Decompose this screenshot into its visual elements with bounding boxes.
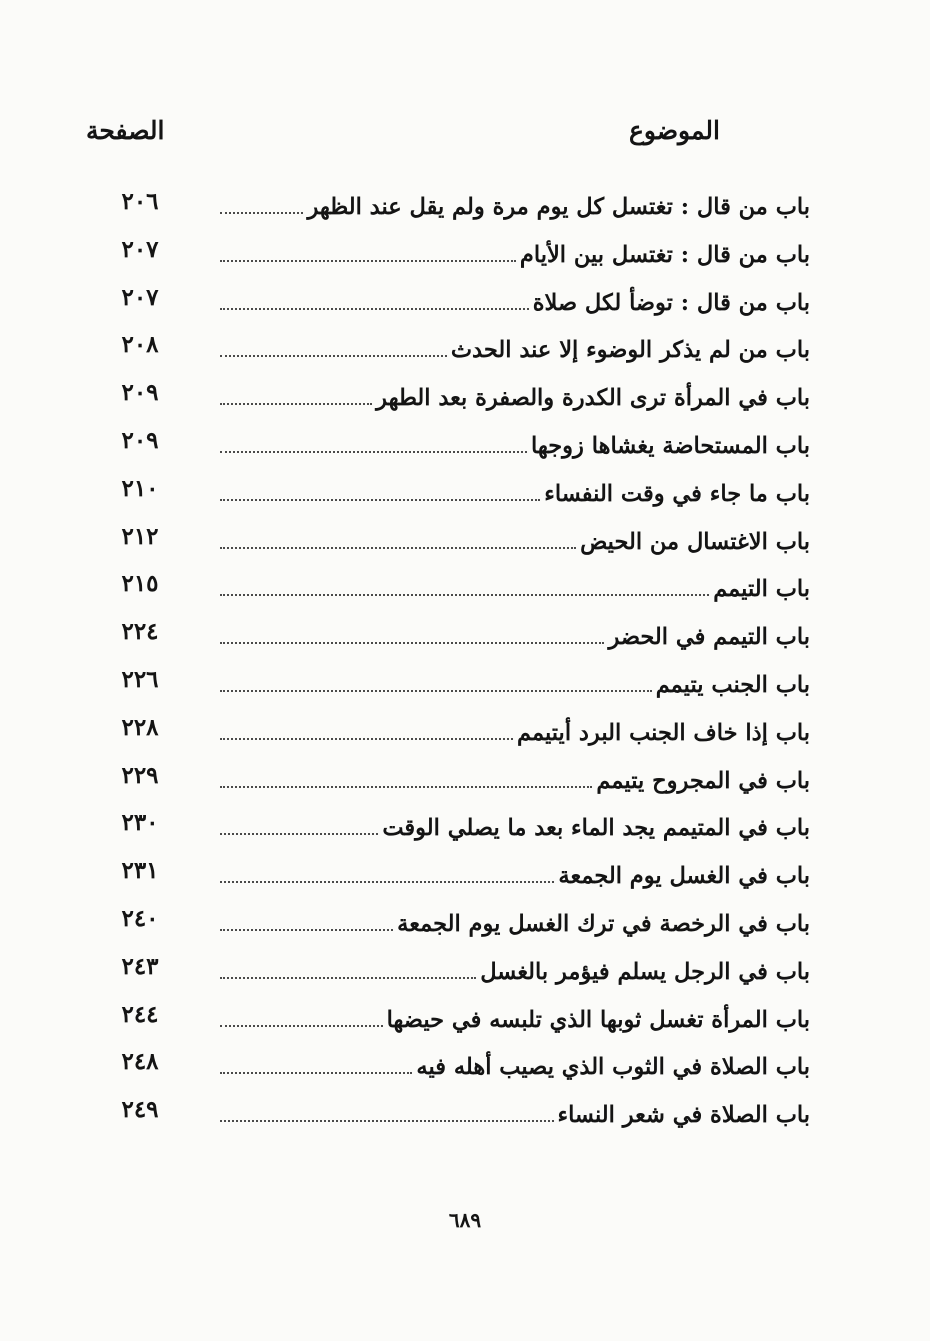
toc-entry-title: باب الجنب يتيمم (655, 671, 810, 698)
toc-entry-body (220, 849, 810, 893)
dot-leader (220, 451, 527, 453)
toc-entry-page: ٢٢٤ (121, 618, 159, 646)
toc-entry-body (220, 562, 810, 606)
toc-entry-body (220, 1040, 810, 1084)
toc-entry-page: ٢٤٣ (121, 952, 159, 980)
toc-entry-body (220, 180, 810, 224)
toc-entry-title: باب في الرجل يسلم فيؤمر بالغسل (480, 958, 810, 985)
toc-entry (0, 610, 930, 658)
toc-entry (0, 371, 930, 419)
toc-entry (0, 801, 930, 849)
dot-leader (220, 738, 513, 740)
toc-entry-body (220, 945, 810, 989)
toc-entry-title: باب إذا خاف الجنب البرد أيتيمم (517, 719, 810, 746)
toc-entry (0, 658, 930, 706)
toc-entry (0, 897, 930, 945)
toc-entry-body (220, 467, 810, 511)
toc-entry (0, 515, 930, 563)
toc-entry-page: ٢١٥ (121, 570, 159, 598)
dot-leader (220, 786, 592, 788)
toc-entry-title: باب من قال : تغتسل كل يوم مرة ولم يقل عند الظهر (307, 194, 810, 220)
toc-entry-body (220, 993, 810, 1037)
dot-leader (220, 881, 554, 883)
dot-leader (220, 212, 303, 214)
toc-entry (0, 276, 930, 324)
toc-entry-page: ٢٤٠ (121, 904, 159, 932)
dot-leader (220, 547, 576, 549)
header-topic-label: الموضوع (629, 116, 720, 145)
toc-entry-page: ٢١٠ (121, 474, 159, 502)
toc-entry (0, 706, 930, 754)
page-number: ٦٨٩ (448, 1208, 482, 1232)
toc-entry-body (220, 515, 810, 559)
toc-entry-page: ٢٠٦ (121, 188, 159, 215)
toc-entry-body (220, 706, 810, 750)
toc-entry-page: ٢٠٩ (121, 379, 159, 407)
toc-entry-body (220, 419, 810, 463)
toc-entry-body (220, 371, 810, 415)
toc-entry-title: باب التيمم (713, 576, 810, 603)
dot-leader (220, 833, 378, 835)
toc-entry-title: باب التيمم في الحضر (608, 624, 810, 651)
toc-entry-body (220, 897, 810, 941)
toc-entry (0, 419, 930, 467)
toc-entry-page: ٢٢٨ (121, 713, 159, 741)
toc-entry-page: ٢٢٩ (121, 761, 159, 789)
toc-entry-body (220, 323, 810, 367)
toc-entry (0, 849, 930, 897)
dot-leader (220, 594, 709, 596)
dot-leader (220, 499, 540, 501)
toc-entry-page: ٢٣٠ (121, 809, 159, 837)
dot-leader (220, 929, 393, 931)
toc-entry-body (220, 801, 810, 845)
toc-entry-body (220, 658, 810, 702)
toc-entry (0, 1088, 930, 1136)
toc-entry-body (220, 754, 810, 798)
dot-leader (220, 1025, 383, 1027)
toc-entry (0, 562, 930, 610)
header-page-label: الصفحة (86, 116, 165, 145)
dot-leader (220, 642, 604, 644)
toc-entry (0, 945, 930, 993)
toc-entry-page: ٢٣١ (121, 857, 159, 885)
dot-leader (220, 355, 447, 357)
toc-entry-page: ٢٢٦ (121, 665, 159, 693)
dot-leader (220, 403, 372, 405)
toc-entry-page: ٢١٢ (121, 522, 159, 550)
toc-entry-title: باب ما جاء في وقت النفساء (544, 480, 810, 507)
toc-entry-body (220, 610, 810, 654)
toc-entry-page: ٢٠٩ (121, 426, 159, 454)
toc-entry (0, 1040, 930, 1088)
toc-entry (0, 754, 930, 802)
toc-entry-page: ٢٤٨ (121, 1048, 159, 1076)
toc-entry-page: ٢٤٩ (121, 1096, 159, 1124)
toc-entry-title: باب في المتيمم يجد الماء بعد ما يصلي الوقت (382, 815, 810, 842)
dot-leader (220, 308, 529, 310)
toc-entry-title: باب في المرأة ترى الكدرة والصفرة بعد الطهر (376, 385, 810, 412)
toc-entry-title: باب الصلاة في شعر النساء (557, 1102, 810, 1129)
toc-entry-page: ٢٤٤ (121, 1000, 159, 1028)
toc-entry-title: باب المرأة تغسل ثوبها الذي تلبسه في حيضها (386, 1006, 810, 1033)
toc-entry (0, 180, 930, 228)
dot-leader (220, 977, 476, 979)
toc-entry-body (220, 1088, 810, 1132)
toc-entry (0, 467, 930, 515)
toc-entry-title: باب من قال : توضأ لكل صلاة (532, 289, 810, 316)
toc-entry-title: باب في الغسل يوم الجمعة (558, 863, 810, 890)
toc-entry (0, 228, 930, 276)
toc-entry-title: باب من قال : تغتسل بين الأيام (519, 241, 810, 268)
toc-entry (0, 323, 930, 371)
toc-entry-page: ٢٠٧ (121, 235, 159, 263)
toc-entry-body (220, 276, 810, 320)
toc-list (0, 180, 930, 1136)
toc-entry-page: ٢٠٨ (121, 331, 159, 359)
dot-leader (220, 690, 652, 692)
toc-entry (0, 993, 930, 1041)
toc-entry-title: باب الصلاة في الثوب الذي يصيب أهله فيه (416, 1054, 810, 1081)
toc-entry-body (220, 228, 810, 272)
toc-entry-title: باب في المجروح يتيمم (596, 767, 810, 794)
toc-entry-page: ٢٠٧ (121, 283, 159, 311)
toc-entry-title: باب في الرخصة في ترك الغسل يوم الجمعة (397, 910, 810, 937)
dot-leader (220, 1120, 554, 1122)
dot-leader (220, 1072, 412, 1074)
dot-leader (220, 260, 516, 262)
toc-entry-title: باب المستحاضة يغشاها زوجها (531, 432, 810, 459)
toc-entry-title: باب الاغتسال من الحيض (580, 528, 810, 555)
toc-entry-title: باب من لم يذكر الوضوء إلا عند الحدث (450, 337, 810, 364)
